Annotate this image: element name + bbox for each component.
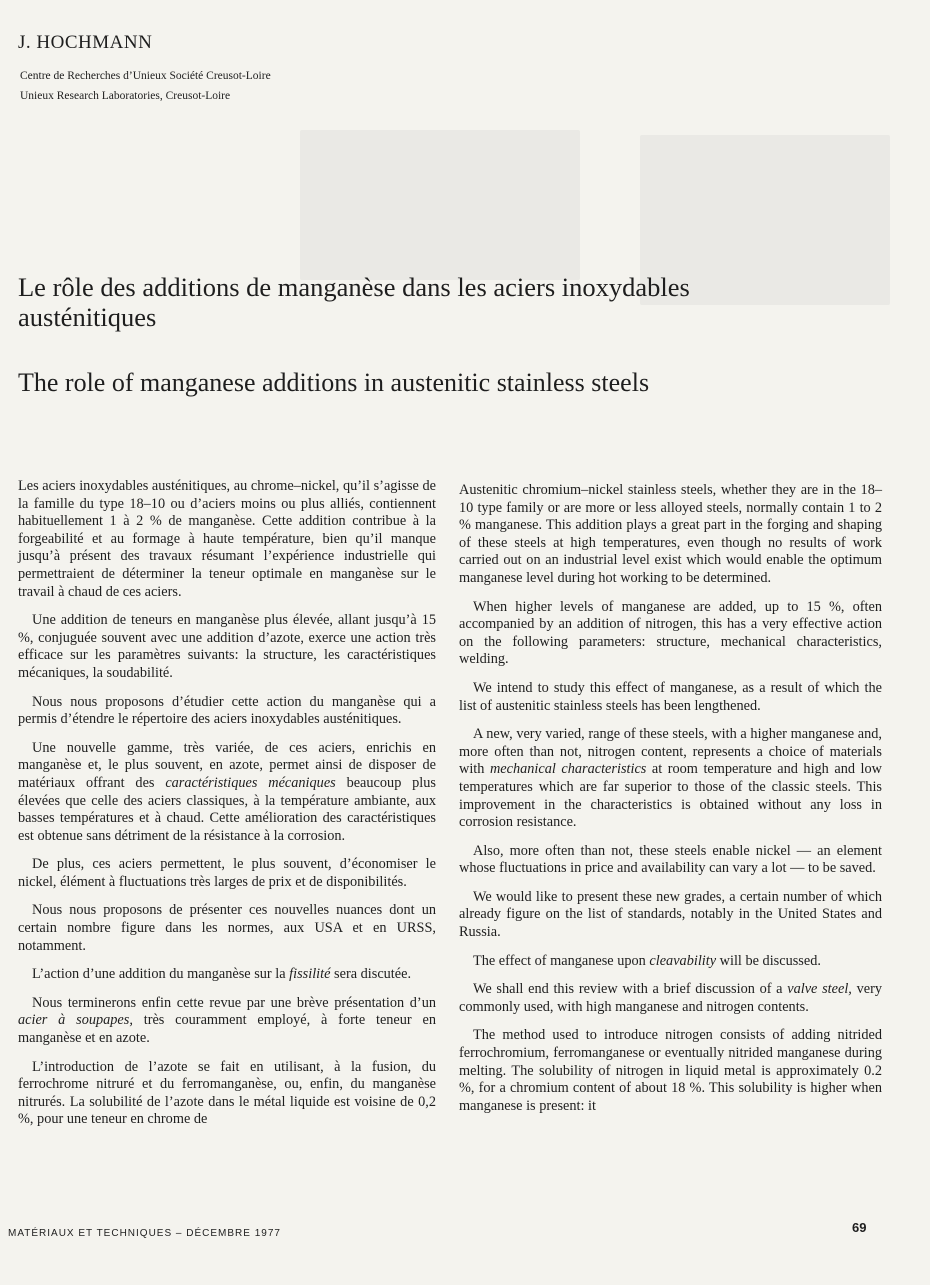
paragraph: Also, more often than not, these steels enable nickel — an element whose fluctuations in price and availability can vary a lot — to be saved.	[459, 842, 882, 877]
paragraph: Austenitic chromium–nickel stainless steels, whether they are in the 18–10 type family or are more or less alloyed steels, normally contain 1 to 2 % manganese. This addition plays a great part in the forging and shaping of these steels at high temperatures, even though no results of work carried out on an industrial level exist which would enable the optimum manganese level during hot working to be determined.	[459, 482, 882, 586]
affiliation-french: Centre de Recherches d’Unieux Société Creusot-Loire	[20, 70, 271, 82]
paragraph: Les aciers inoxydables austénitiques, au chrome–nickel, qu’il s’agisse de la famille du type 18–10 ou d’aciers moins ou plus alliés, contiennent habituellement 1 à 2 % de manganèse. Cette addition contribue à la forgeabilité et au formage à haute température, bien qu’il manque jusqu’à présent des travaux résumant l’expérience industrielle qui permettraient de déterminer la teneur optimale en manganèse sur le travail à chaud de ces aciers.	[18, 478, 436, 600]
english-text-column	[459, 482, 882, 1126]
paragraph: Nous nous proposons de présenter ces nouvelles nuances dont un certain nombre figure dans les normes, aux USA et en URSS, notamment.	[18, 902, 436, 954]
paragraph: The method used to introduce nitrogen consists of adding nitrided ferrochromium, ferromanganese or eventually nitrided manganese during melting. The solubility of nitrogen in liquid metal is approximately 0.2 %, for a chromium content of about 18 %. This solubility is higher when manganese is present: it	[459, 1027, 882, 1114]
paragraph: Une addition de teneurs en manganèse plus élevée, allant jusqu’à 15 %, conjuguée souvent avec une addition d’azote, exerce une action très efficace sur les paramètres suivants: la structure, les caractéristiques mécaniques, la soudabilité.	[18, 612, 436, 681]
french-text-column	[18, 478, 436, 1140]
paragraph: De plus, ces aciers permettent, le plus souvent, d’économiser le nickel, élément à fluctuations très larges de prix et de disponibilités.	[18, 856, 436, 890]
author-name: J. HOCHMANN	[18, 32, 153, 53]
paragraph: When higher levels of manganese are added, up to 15 %, often accompanied by an addition of nitrogen, this has a very effective action on the following parameters: structure, mechanical characteristics, welding.	[459, 598, 882, 668]
page-number: 69	[852, 1220, 867, 1235]
article-title-english: The role of manganese additions in austenitic stainless steels	[18, 368, 650, 397]
paragraph: We intend to study this effect of manganese, as a result of which the list of austenitic stainless steels has been lengthened.	[459, 679, 882, 714]
journal-footer: MATÉRIAUX ET TECHNIQUES – DÉCEMBRE 1977	[8, 1228, 281, 1239]
paragraph: Une nouvelle gamme, très variée, de ces aciers, enrichis en manganèse et, le plus souvent, en azote, permet ainsi de disposer de matériaux offrant des caractéristiques mécaniques beaucoup plus élevées que celle des aciers classiques, à la température ambiante, aux basses températures et à chaud. Cette amélioration des caractéristiques est obtenue sans détriment de la résistance à la corrosion.	[18, 739, 436, 844]
paragraph: Nous terminerons enfin cette revue par une brève présentation d’un acier à soupapes, très couramment employé, à forte teneur en manganèse et en azote.	[18, 994, 436, 1047]
paragraph: A new, very varied, range of these steels, with a higher manganese and, more often than not, nitrogen content, represents a choice of materials with mechanical characteristics at room temperature and high and low temperatures which are far superior to those of the classic steels. This improvement in the characteristics is obtained without any loss in corrosion resistance.	[459, 726, 882, 831]
emphasized-term: valve steel,	[787, 981, 852, 998]
emphasized-term: cleavability	[649, 952, 717, 969]
paragraph: We would like to present these new grades, a certain number of which already figure on the list of standards, notably in the United States and Russia.	[459, 888, 882, 941]
paragraph: L’introduction de l’azote se fait en utilisant, à la fusion, du ferrochrome nitruré et du ferromanganèse, ou, enfin, du manganèse nitrurés. La solubilité de l’azote dans le métal liquide est voisine de 0,2 %, pour une teneur en chrome de	[18, 1058, 436, 1128]
emphasized-term: mechanical characteristics	[489, 761, 647, 778]
paragraph: We shall end this review with a brief discussion of a valve steel, very commonly used, with high manganese and nitrogen contents.	[459, 981, 882, 1015]
emphasized-term: acier à soupapes,	[18, 1012, 133, 1029]
paragraph: Nous nous proposons d’étudier cette action du manganèse qui a permis d’étendre le répertoire des aciers inoxydables austénitiques.	[18, 693, 436, 728]
paragraph: The effect of manganese upon cleavability will be discussed.	[473, 952, 821, 969]
emphasized-term: caractéristiques mécaniques	[165, 774, 336, 791]
affiliation-english: Unieux Research Laboratories, Creusot-Loire	[20, 90, 231, 102]
paragraph: L’action d’une addition du manganèse sur la fissilité sera discutée.	[32, 966, 412, 983]
emphasized-term: fissilité	[289, 966, 331, 983]
article-title-french: Le rôle des additions de manganèse dans les aciers inoxydables austénitiques	[18, 272, 690, 332]
show-through-shadow	[300, 130, 580, 280]
